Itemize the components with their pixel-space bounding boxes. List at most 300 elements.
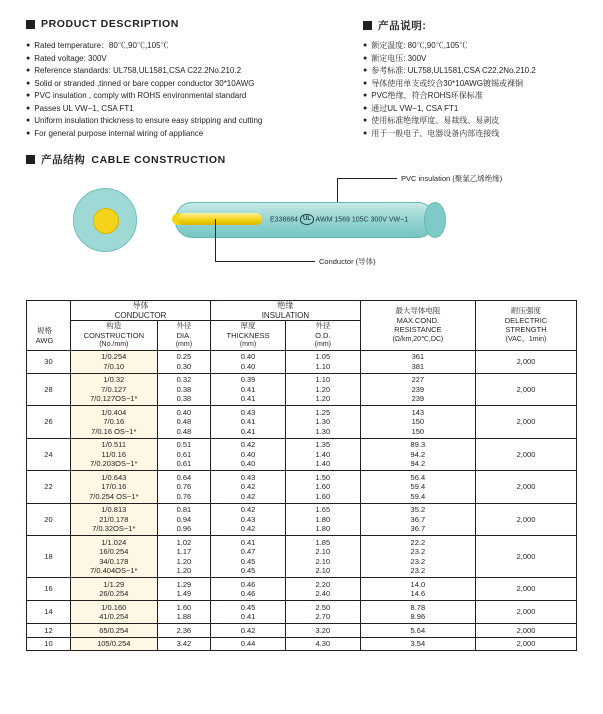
th-od-en: O.D. bbox=[315, 330, 331, 340]
cell-line: 0.94 bbox=[176, 514, 192, 524]
th-thickness-zh: 厚度 bbox=[240, 321, 256, 330]
cell-line: 0.32 bbox=[176, 375, 192, 384]
th-dielectric-unit: (VAC、1min) bbox=[505, 335, 547, 343]
cell-line: 2.36 bbox=[176, 625, 192, 635]
list-item bbox=[26, 129, 356, 139]
cell-dielectric bbox=[475, 601, 576, 624]
bullet-dot-icon: ● bbox=[26, 54, 31, 62]
list-item-text: 使用标准绝缘厚度、易裁线、易剥皮 bbox=[371, 116, 500, 125]
cell-line: 1.60 bbox=[315, 482, 331, 491]
cell-line: 1/0.404 bbox=[101, 407, 127, 417]
cell-line: 7/0.16 OS−1* bbox=[91, 426, 137, 436]
cell-line: 1/1.29 bbox=[103, 579, 125, 589]
cell-line: 23.2 bbox=[410, 556, 426, 566]
cell-construction bbox=[70, 438, 157, 471]
cell-line: 1.80 bbox=[315, 524, 331, 533]
cell-line: 0.45 bbox=[240, 556, 256, 566]
description-list-zh bbox=[363, 41, 603, 141]
th-conductor-zh: 导体 bbox=[132, 301, 149, 310]
cell-line: 0.43 bbox=[240, 514, 256, 524]
cell-thickness bbox=[211, 406, 286, 439]
th-resistance-zh: 最大导体电阻 bbox=[395, 306, 441, 316]
cell-awg bbox=[27, 406, 71, 439]
cell-line: 0.38 bbox=[176, 394, 192, 403]
th-construction bbox=[70, 321, 157, 351]
cell-awg bbox=[27, 471, 71, 504]
list-item-text: 导体使用单支或绞合30*10AWG镀锡或裸铜 bbox=[371, 78, 523, 88]
cell-line: 2,000 bbox=[516, 356, 536, 366]
table-group-header-row bbox=[27, 301, 577, 321]
cell-construction bbox=[70, 624, 157, 638]
th-conductor-group bbox=[70, 301, 210, 321]
specification-table bbox=[26, 300, 577, 651]
cell-line: 1.20 bbox=[176, 556, 192, 566]
cell-line: 0.64 bbox=[176, 472, 192, 482]
list-item-text: Reference standards: UL758,UL1581,CSA C22.2No.210.2 bbox=[34, 66, 242, 75]
cell-line: 0.47 bbox=[240, 547, 256, 556]
cell-line: 2.20 bbox=[315, 579, 331, 589]
list-item bbox=[26, 116, 356, 126]
cell-line: 0.40 bbox=[240, 449, 256, 459]
list-item bbox=[26, 91, 356, 101]
cell-resistance bbox=[360, 578, 475, 601]
conductor-leader-horizontal bbox=[215, 261, 315, 262]
cell-resistance bbox=[360, 438, 475, 471]
bullet-dot-icon: ● bbox=[363, 104, 368, 112]
cell-line: 0.42 bbox=[240, 524, 256, 533]
cell-thickness bbox=[211, 438, 286, 471]
cell-line: 1.50 bbox=[315, 472, 331, 482]
conductor-strand bbox=[178, 213, 262, 225]
cell-line: 1/0.160 bbox=[101, 602, 127, 612]
table-row bbox=[27, 471, 577, 504]
cell-line: 3.42 bbox=[176, 639, 192, 648]
cell-line: 5.64 bbox=[410, 625, 426, 635]
cable-construction-title-en: CABLE CONSTRUCTION bbox=[91, 153, 226, 166]
cell-od bbox=[285, 373, 360, 406]
cell-line: 14 bbox=[44, 607, 53, 617]
cell-line: 0.40 bbox=[240, 352, 256, 361]
th-thickness bbox=[211, 321, 286, 351]
cell-line: 150 bbox=[411, 417, 425, 426]
table-row bbox=[27, 601, 577, 624]
cell-line: 1.20 bbox=[176, 566, 192, 575]
cell-line: 2,000 bbox=[516, 584, 536, 594]
cell-line: 1.60 bbox=[176, 602, 192, 612]
cell-line: 94.2 bbox=[410, 449, 426, 459]
insulation-label: PVC insulation (聚氯乙烯绝缘) bbox=[401, 174, 503, 183]
cell-line: 56.4 bbox=[410, 472, 426, 482]
cell-od bbox=[285, 503, 360, 536]
th-od-zh: 外径 bbox=[315, 321, 331, 330]
cell-line: 7/0.16 bbox=[103, 417, 125, 426]
cell-line: 12 bbox=[44, 625, 53, 635]
table-body bbox=[27, 350, 577, 651]
cell-line: 1.30 bbox=[315, 426, 331, 436]
cell-line: 1.40 bbox=[315, 459, 331, 468]
list-item-text: Solid or stranded ,tinned or bare copper conductor 30*10AWG bbox=[34, 78, 255, 88]
cell-line: 1/0.813 bbox=[101, 505, 127, 514]
cell-dia bbox=[157, 406, 210, 439]
cell-awg bbox=[27, 350, 71, 373]
cell-line: 0.76 bbox=[176, 482, 192, 491]
cell-dielectric bbox=[475, 438, 576, 471]
cable-construction-figure bbox=[0, 172, 603, 297]
cell-line: 0.44 bbox=[240, 639, 256, 648]
cell-thickness bbox=[211, 503, 286, 536]
cell-line: 8.96 bbox=[410, 612, 426, 621]
list-item bbox=[26, 79, 356, 89]
cell-line: 0.39 bbox=[240, 375, 256, 384]
cell-line: 16 bbox=[44, 584, 53, 594]
cell-line: 0.61 bbox=[176, 449, 192, 459]
list-item-text: Rated temperature：80℃,90℃,105℃ bbox=[34, 41, 169, 50]
cell-line: 1.65 bbox=[315, 505, 331, 514]
bullet-dot-icon: ● bbox=[26, 129, 31, 137]
cell-line: 2,000 bbox=[516, 417, 536, 426]
list-item bbox=[363, 54, 603, 64]
cell-awg bbox=[27, 601, 71, 624]
cell-line: 2.10 bbox=[315, 556, 331, 566]
cell-line: 59.4 bbox=[410, 491, 426, 501]
cell-line: 1.05 bbox=[315, 352, 331, 361]
cell-dielectric bbox=[475, 578, 576, 601]
cell-dielectric bbox=[475, 373, 576, 406]
cell-construction bbox=[70, 471, 157, 504]
cell-line: 30 bbox=[44, 356, 53, 366]
list-item bbox=[26, 104, 356, 114]
table-row bbox=[27, 624, 577, 638]
cell-line: 3.54 bbox=[410, 639, 426, 648]
cell-line: 0.76 bbox=[176, 491, 192, 501]
cell-line: 1.60 bbox=[315, 491, 331, 501]
th-resistance bbox=[360, 301, 475, 351]
cell-line: 0.46 bbox=[240, 589, 256, 598]
cell-line: 2.50 bbox=[315, 602, 331, 612]
table-row bbox=[27, 503, 577, 536]
cable-print-text: AWM 1569 105C 300V VW−1 bbox=[315, 216, 409, 224]
th-resistance-en-2: RESISTANCE bbox=[394, 325, 442, 335]
table-row bbox=[27, 536, 577, 578]
th-conductor-en: CONDUCTOR bbox=[114, 310, 167, 320]
bullet-dot-icon: ● bbox=[363, 129, 368, 137]
cell-line: 23.2 bbox=[410, 566, 426, 575]
conductor-core bbox=[93, 208, 119, 234]
cell-line: 1/0.643 bbox=[101, 472, 127, 482]
cell-line: 28 bbox=[44, 384, 53, 394]
th-dia-unit: (mm) bbox=[175, 341, 193, 348]
cell-line: 0.45 bbox=[240, 602, 256, 612]
th-od-unit: (mm) bbox=[314, 341, 331, 348]
cell-line: 7/0.127 bbox=[101, 384, 127, 394]
section-heading-product-description bbox=[26, 18, 179, 30]
bullet-square-icon bbox=[26, 20, 35, 29]
cell-line: 1.85 bbox=[315, 537, 331, 547]
cell-line: 7/0.404OS−1* bbox=[90, 566, 138, 575]
cell-awg bbox=[27, 536, 71, 578]
cell-line: 2,000 bbox=[516, 514, 536, 524]
cable-end-cap bbox=[424, 202, 446, 238]
list-item bbox=[363, 129, 603, 139]
cell-awg bbox=[27, 503, 71, 536]
cell-line: 14.6 bbox=[410, 589, 426, 598]
cell-line: 1.29 bbox=[176, 579, 192, 589]
cell-line: 1.10 bbox=[315, 361, 331, 371]
cell-line: 36.7 bbox=[410, 524, 426, 533]
cell-line: 0.41 bbox=[240, 426, 256, 436]
cable-cross-section bbox=[73, 188, 137, 252]
cell-od bbox=[285, 536, 360, 578]
cell-line: 361 bbox=[411, 352, 425, 361]
cell-resistance bbox=[360, 471, 475, 504]
th-awg bbox=[27, 326, 62, 345]
cell-dia bbox=[157, 624, 210, 638]
cell-awg bbox=[27, 578, 71, 601]
list-item bbox=[363, 79, 603, 89]
cell-line: 0.42 bbox=[240, 482, 256, 491]
cell-line: 7/0.127OS−1* bbox=[90, 394, 138, 403]
cell-line: 0.41 bbox=[240, 394, 256, 403]
bullet-dot-icon: ● bbox=[363, 117, 368, 124]
bullet-square-icon bbox=[363, 21, 372, 30]
cell-line: 7/0.10 bbox=[103, 361, 125, 371]
list-item-text: 通过UL VW−1, CSA FT1 bbox=[371, 103, 459, 113]
cell-line: 1.30 bbox=[315, 417, 331, 426]
th-dielectric bbox=[475, 301, 576, 351]
list-item-text: Passes UL VW−1, CSA FT1 bbox=[34, 103, 134, 113]
list-item bbox=[26, 66, 356, 76]
cell-line: 0.41 bbox=[240, 612, 256, 621]
section-heading-product-description-zh bbox=[363, 18, 427, 33]
cell-line: 2.10 bbox=[315, 547, 331, 556]
cell-line: 0.42 bbox=[240, 625, 256, 635]
cell-line: 20 bbox=[44, 514, 53, 524]
cell-construction bbox=[70, 601, 157, 624]
table-row bbox=[27, 373, 577, 406]
cell-line: 2,000 bbox=[516, 607, 536, 617]
cell-dielectric bbox=[475, 624, 576, 638]
cell-line: 59.4 bbox=[410, 482, 426, 491]
cell-line: 1/1.024 bbox=[101, 537, 127, 547]
cell-line: 239 bbox=[411, 384, 425, 394]
cell-line: 1.20 bbox=[315, 384, 331, 394]
cell-resistance bbox=[360, 350, 475, 373]
th-resistance-unit: (Ω/km,20℃,DC) bbox=[392, 335, 444, 343]
cell-line: 36.7 bbox=[410, 514, 426, 524]
cell-line: 150 bbox=[411, 426, 425, 436]
cell-line: 381 bbox=[411, 361, 425, 371]
cell-awg bbox=[27, 373, 71, 406]
cell-line: 0.30 bbox=[176, 361, 192, 371]
cell-dia bbox=[157, 503, 210, 536]
th-construction-unit: (No./mm) bbox=[99, 341, 129, 348]
cell-line: 10 bbox=[44, 639, 53, 648]
list-item-text: 额定温度: 80℃,90℃,105℃ bbox=[371, 41, 468, 50]
list-item bbox=[363, 41, 603, 51]
cell-dielectric bbox=[475, 536, 576, 578]
cell-line: 1.10 bbox=[315, 375, 331, 384]
cell-line: 0.51 bbox=[176, 440, 192, 449]
cell-line: 1.49 bbox=[176, 589, 192, 598]
list-item-text: Rated voltage: 300V bbox=[34, 53, 107, 63]
th-od bbox=[285, 321, 360, 351]
list-item-text: PVC insulation , comply with ROHS environmental standard bbox=[34, 91, 247, 100]
cell-line: 0.42 bbox=[240, 440, 256, 449]
bullet-dot-icon: ● bbox=[26, 79, 31, 87]
cell-construction bbox=[70, 578, 157, 601]
cell-line: 0.38 bbox=[176, 384, 192, 394]
th-thickness-en: THICKNESS bbox=[226, 330, 270, 340]
cell-dielectric bbox=[475, 471, 576, 504]
list-item bbox=[26, 54, 356, 64]
cell-line: 2,000 bbox=[516, 449, 536, 459]
th-resistance-en-1: MAX.COND. bbox=[396, 315, 440, 325]
insulation-leader-horizontal bbox=[337, 178, 397, 179]
cell-construction bbox=[70, 373, 157, 406]
cell-line: 26/0.254 bbox=[99, 589, 129, 598]
th-dia bbox=[157, 321, 210, 351]
cell-line: 1.20 bbox=[315, 394, 331, 403]
cell-line: 3.20 bbox=[315, 625, 331, 635]
list-item bbox=[363, 116, 603, 126]
cell-line: 0.61 bbox=[176, 459, 192, 468]
cell-line: 24 bbox=[44, 449, 53, 459]
bullet-dot-icon: ● bbox=[363, 79, 368, 87]
cell-construction bbox=[70, 406, 157, 439]
cell-line: 18 bbox=[44, 551, 53, 561]
cell-line: 0.41 bbox=[240, 384, 256, 394]
cell-line: 2.10 bbox=[315, 566, 331, 575]
th-insulation-zh: 绝缘 bbox=[277, 301, 294, 310]
cell-dia bbox=[157, 350, 210, 373]
cell-line: 0.48 bbox=[176, 426, 192, 436]
th-dielectric-zh: 耐压强度 bbox=[510, 306, 541, 316]
list-item-text: 参考标准: UL758,UL1581,CSA C22.2No.210.2 bbox=[371, 66, 536, 75]
list-item-text: 用于一般电子、电器设备内部连接线 bbox=[371, 128, 500, 138]
conductor-label: Conductor (导体) bbox=[319, 257, 376, 266]
cell-construction bbox=[70, 350, 157, 373]
bullet-dot-icon: ● bbox=[363, 42, 368, 49]
list-item-text: PVC绝缘，符合ROHS环保标准 bbox=[371, 91, 483, 100]
cell-line: 0.45 bbox=[240, 566, 256, 575]
cell-line: 41/0.254 bbox=[99, 612, 129, 621]
cell-line: 1.80 bbox=[315, 514, 331, 524]
table-row bbox=[27, 637, 577, 651]
cell-thickness bbox=[211, 578, 286, 601]
cell-line: 0.41 bbox=[240, 537, 256, 547]
table-row bbox=[27, 406, 577, 439]
cell-resistance bbox=[360, 624, 475, 638]
list-item-text: For general purpose internal wiring of appliance bbox=[34, 128, 204, 138]
cell-line: 227 bbox=[411, 375, 425, 384]
cell-line: 1.02 bbox=[176, 537, 192, 547]
bullet-dot-icon: ● bbox=[26, 117, 31, 124]
list-item-text: 额定电压: 300V bbox=[371, 53, 427, 63]
cell-dielectric bbox=[475, 503, 576, 536]
cell-dia bbox=[157, 578, 210, 601]
cell-od bbox=[285, 350, 360, 373]
description-list-en bbox=[26, 41, 356, 141]
cell-construction bbox=[70, 536, 157, 578]
bullet-dot-icon: ● bbox=[363, 92, 368, 99]
cell-line: 1.88 bbox=[176, 612, 192, 621]
cell-awg bbox=[27, 637, 71, 651]
cell-line: 0.42 bbox=[240, 505, 256, 514]
cell-dielectric bbox=[475, 637, 576, 651]
list-item bbox=[363, 104, 603, 114]
cell-line: 21/0.178 bbox=[99, 514, 129, 524]
cell-thickness bbox=[211, 350, 286, 373]
table-row bbox=[27, 350, 577, 373]
cell-line: 1/0.32 bbox=[103, 375, 125, 384]
cable-construction-title-zh: 产品结构 bbox=[41, 154, 86, 166]
cell-dia bbox=[157, 637, 210, 651]
cell-line: 17/0.16 bbox=[101, 482, 127, 491]
cell-line: 7/0.203OS−1* bbox=[90, 459, 138, 468]
cell-awg bbox=[27, 624, 71, 638]
cell-line: 14.0 bbox=[410, 579, 426, 589]
cell-line: 105/0.254 bbox=[97, 639, 131, 648]
th-construction-zh: 构造 bbox=[106, 321, 122, 330]
cell-line: 239 bbox=[411, 394, 425, 403]
cell-awg bbox=[27, 438, 71, 471]
bullet-dot-icon: ● bbox=[363, 67, 368, 74]
cell-line: 22 bbox=[44, 482, 53, 491]
cell-dielectric bbox=[475, 350, 576, 373]
cell-resistance bbox=[360, 373, 475, 406]
bullet-dot-icon: ● bbox=[26, 104, 31, 112]
cell-od bbox=[285, 624, 360, 638]
cell-od bbox=[285, 637, 360, 651]
cell-od bbox=[285, 471, 360, 504]
cell-line: 1.25 bbox=[315, 407, 331, 417]
th-dia-zh: 外径 bbox=[176, 321, 192, 330]
cell-line: 23.2 bbox=[410, 547, 426, 556]
cell-resistance bbox=[360, 406, 475, 439]
cell-line: 0.41 bbox=[240, 417, 256, 426]
cell-resistance bbox=[360, 637, 475, 651]
table-row bbox=[27, 438, 577, 471]
cell-line: 89.3 bbox=[410, 440, 426, 449]
cell-line: 0.40 bbox=[240, 361, 256, 371]
cell-line: 11/0.16 bbox=[101, 449, 127, 459]
cell-line: 1/0.511 bbox=[101, 440, 127, 449]
cell-line: 8.78 bbox=[410, 602, 426, 612]
th-construction-en: CONSTRUCTION bbox=[83, 330, 144, 340]
cell-line: 1.17 bbox=[176, 547, 192, 556]
cell-construction bbox=[70, 503, 157, 536]
file-number: E338684 bbox=[270, 216, 299, 224]
product-description-title-zh: 产品说明: bbox=[378, 20, 427, 32]
cell-line: 0.96 bbox=[176, 524, 192, 533]
section-heading-cable-construction bbox=[26, 152, 226, 167]
cell-resistance bbox=[360, 536, 475, 578]
bullet-dot-icon: ● bbox=[26, 42, 31, 49]
cell-line: 34/0.178 bbox=[99, 556, 129, 566]
list-item bbox=[363, 66, 603, 76]
cell-line: 0.81 bbox=[176, 505, 192, 514]
cell-line: 2,000 bbox=[516, 551, 536, 561]
cell-line: 1/0.254 bbox=[101, 352, 127, 361]
bullet-dot-icon: ● bbox=[363, 54, 368, 62]
cell-line: 2,000 bbox=[516, 625, 536, 635]
th-awg-en: AWG bbox=[35, 335, 54, 345]
cell-dia bbox=[157, 373, 210, 406]
cell-line: 16/0.254 bbox=[99, 547, 129, 556]
cell-line: 2.40 bbox=[315, 589, 331, 598]
bullet-dot-icon: ● bbox=[26, 92, 31, 99]
cell-line: 35.2 bbox=[410, 505, 426, 514]
